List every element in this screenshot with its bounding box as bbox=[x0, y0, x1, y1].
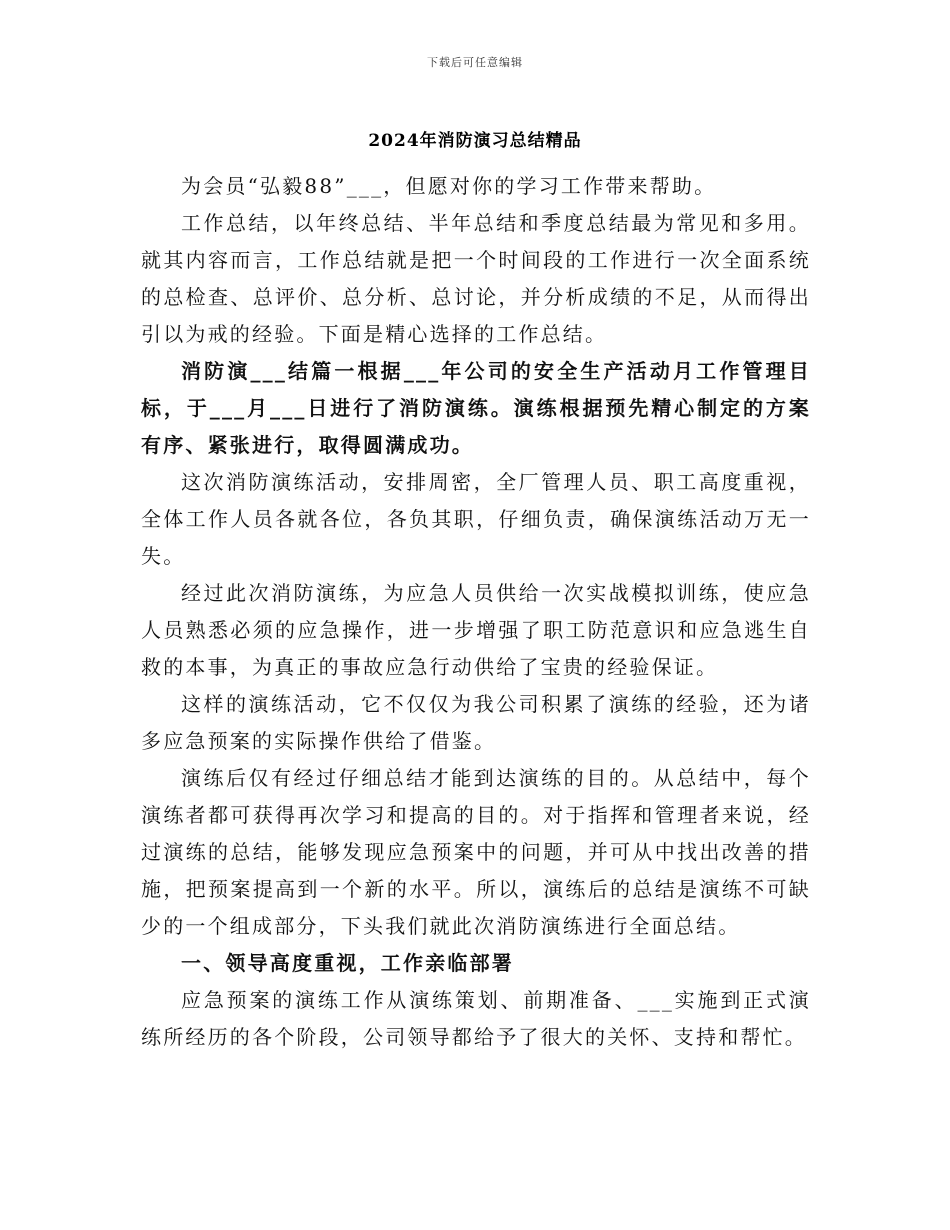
paragraph-review-importance: 演练后仅有经过仔细总结才能到达演练的目的。从总结中，每个演练者都可获得再次学习和提高的目的。对于指挥和管理者来说，经过演练的总结，能够发现应急预案中的问题，并可从中找出改善的措施，把预案提高到一个新的水平。所以，演练后的总结是演练不可缺少的一个组成部分，下头我们就此次消防演练进行全面总结。 bbox=[141, 766, 811, 938]
paragraph-intro: 为会员“弘毅88”___，但愿对你的学习工作带来帮助。 bbox=[181, 174, 717, 198]
paragraph-section-one-lead: 消防演___结篇一根据___年公司的安全生产活动月工作管理目标，于___月___日进行了消防演练。演练根据预先精心制定的方案有序、紧张进行，取得圆满成功。 bbox=[141, 359, 811, 457]
paragraph-training-value: 经过此次消防演练，为应急人员供给一次实战模拟训练，使应急人员熟悉必须的应急操作，进一步增强了职工防范意识和应急逃生自救的本事，为真正的事故应急行动供给了宝贵的经验保证。 bbox=[141, 581, 811, 679]
page-header-note: 下载后可任意编辑 bbox=[427, 56, 523, 69]
paragraph-experience: 这样的演练活动，它不仅仅为我公司积累了演练的经验，还为诸多应急预案的实际操作供给了借鉴。 bbox=[141, 692, 811, 753]
document-title: 2024年消防演习总结精品 bbox=[368, 131, 582, 151]
document-body bbox=[141, 168, 811, 1056]
section-heading-leadership: 一、领导高度重视，工作亲临部署 bbox=[181, 951, 514, 975]
paragraph-arrangement: 这次消防演练活动，安排周密，全厂管理人员、职工高度重视，全体工作人员各就各位，各负其职，仔细负责，确保演练活动万无一失。 bbox=[141, 470, 811, 568]
paragraph-summary-definition: 工作总结，以年终总结、半年总结和季度总结最为常见和多用。就其内容而言，工作总结就是把一个时间段的工作进行一次全面系统的总检查、总评价、总分析、总讨论，并分析成绩的不足，从而得出引以为戒的经验。下面是精心选择的工作总结。 bbox=[141, 211, 811, 346]
paragraph-leadership-support: 应急预案的演练工作从演练策划、前期准备、___实施到正式演练所经历的各个阶段，公司领导都给予了很大的关怀、支持和帮忙。 bbox=[141, 988, 811, 1049]
